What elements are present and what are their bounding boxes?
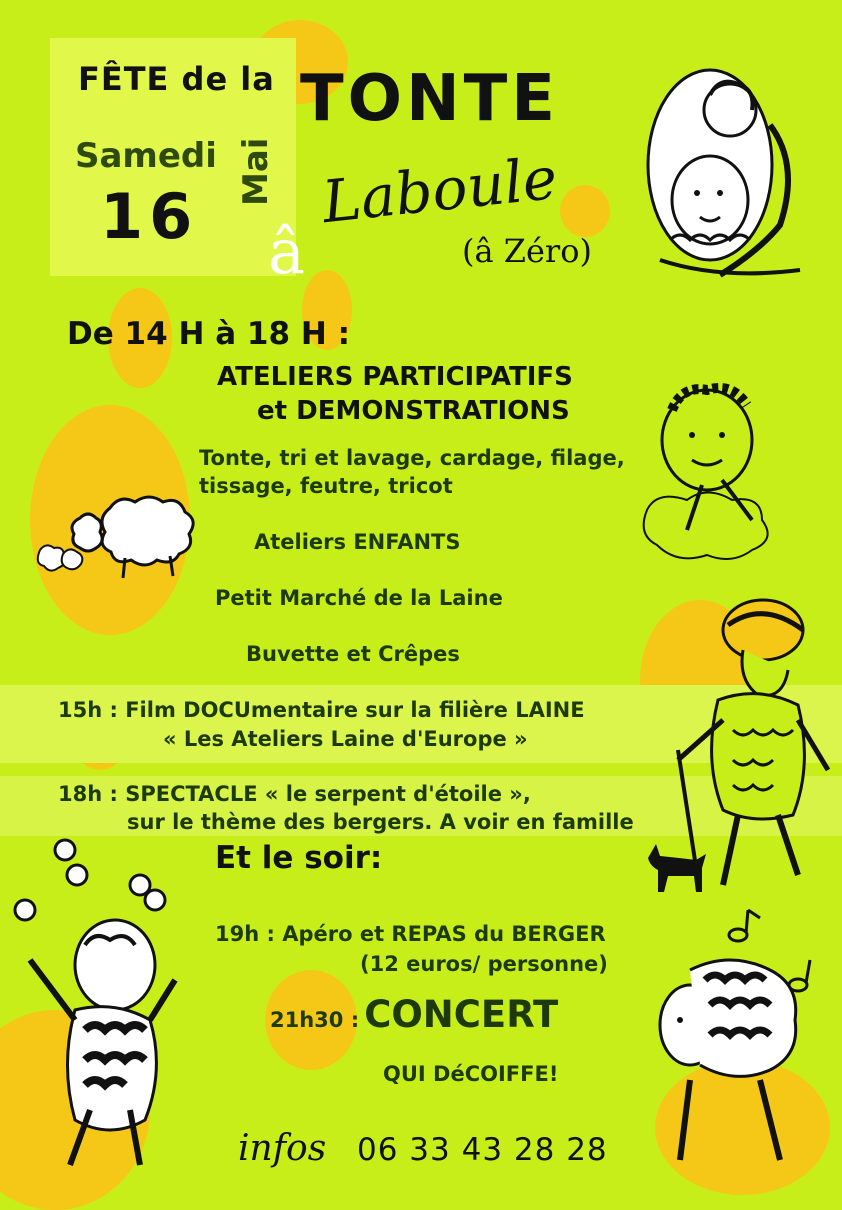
sheep-flock-icon — [35, 488, 200, 588]
sheep-dancing-right-icon — [650, 950, 830, 1190]
dog-icon — [640, 840, 710, 895]
concert-line — [270, 993, 558, 1036]
repas-time: 19h : — [215, 922, 275, 946]
film-line2: « Les Ateliers Laine d'Europe » — [163, 727, 528, 751]
film-title: Film DOCUmentaire sur la filière LAINE — [125, 698, 585, 722]
evening-heading: Et le soir: — [215, 840, 383, 876]
activities-line2: tissage, feutre, tricot — [199, 474, 453, 498]
fete-de-la-title: FÊTE de la — [78, 60, 275, 98]
ateliers-line1: ATELIERS PARTICIPATIFS — [217, 362, 573, 392]
spectacle-line1 — [58, 782, 531, 806]
spectacle-time: 18h : — [58, 782, 118, 806]
film-time: 15h : — [58, 698, 118, 722]
a-letter: â — [268, 215, 305, 288]
concert-sub: QUI DéCOIFFE! — [383, 1062, 559, 1086]
repas-line2: (12 euros/ personne) — [360, 952, 608, 976]
enfants-line: Ateliers ENFANTS — [254, 530, 461, 554]
sheep-running-icon — [632, 380, 792, 560]
marche-line: Petit Marché de la Laine — [215, 586, 503, 610]
sheep-dancing-left-icon — [5, 830, 205, 1170]
repas-title: Apéro et REPAS du BERGER — [282, 922, 606, 946]
a-zero-label: (â Zéro) — [462, 232, 592, 270]
spectacle-title: SPECTACLE « le serpent d'étoile », — [125, 782, 531, 806]
concert-title: CONCERT — [364, 993, 559, 1036]
phone-number[interactable]: 06 33 43 28 28 — [357, 1132, 608, 1168]
laboule-title: Laboule — [319, 143, 561, 237]
repas-line1 — [215, 922, 606, 946]
infos-label: infos — [238, 1128, 327, 1169]
film-line1 — [58, 698, 585, 722]
activities-line1: Tonte, tri et lavage, cardage, filage, — [199, 446, 625, 470]
tonte-title: TONTE — [300, 62, 559, 136]
buvette-line: Buvette et Crêpes — [246, 642, 460, 666]
spectacle-line2: sur le thème des bergers. A voir en famille — [127, 810, 634, 834]
day-number: 16 — [100, 180, 199, 253]
decor-blob — [560, 185, 610, 237]
samedi-label: Samedi — [75, 136, 217, 176]
concert-time: 21h30 : — [270, 1008, 360, 1032]
ateliers-line2: et DEMONSTRATIONS — [257, 396, 570, 426]
sheep-shearing-icon — [630, 55, 830, 285]
month-label: Mai — [236, 137, 276, 206]
schedule-heading: De 14 H à 18 H : — [67, 316, 350, 352]
